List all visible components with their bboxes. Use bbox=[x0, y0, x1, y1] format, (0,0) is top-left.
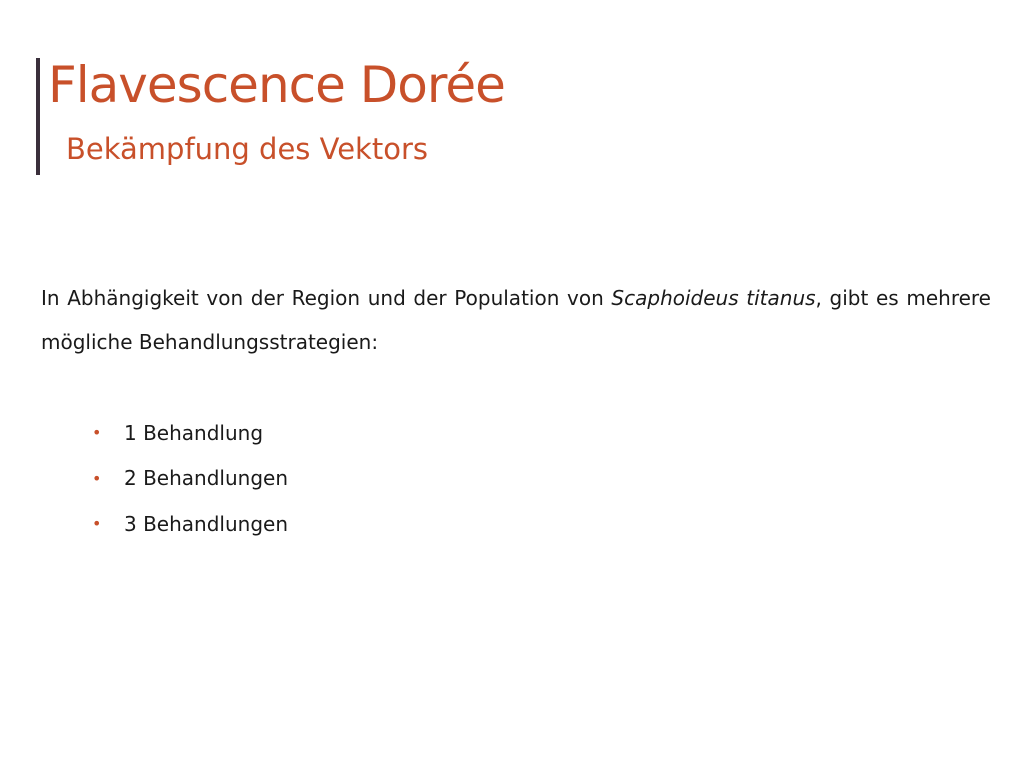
list-item bbox=[92, 410, 288, 456]
list-item bbox=[92, 456, 288, 502]
bullet-icon: • bbox=[92, 468, 102, 488]
bullet-icon: • bbox=[92, 423, 102, 443]
bullet-icon: • bbox=[92, 514, 102, 534]
treatment-list bbox=[92, 410, 288, 547]
species-name: Scaphoideus titanus bbox=[611, 286, 816, 310]
slide-subtitle: Bekämpfung des Vektors bbox=[66, 132, 428, 166]
intro-text-after: , gibt es mehrere mögliche Behandlungsstrategien: bbox=[41, 286, 991, 354]
list-item-label: 2 Behandlungen bbox=[124, 466, 288, 491]
intro-paragraph bbox=[41, 276, 991, 364]
title-accent-bar bbox=[36, 58, 40, 175]
list-item bbox=[92, 501, 288, 547]
intro-text-before: In Abhängigkeit von der Region und der Population von bbox=[41, 286, 612, 310]
list-item-label: 1 Behandlung bbox=[124, 420, 264, 445]
slide-title: Flavescence Dorée bbox=[48, 56, 505, 114]
list-item-label: 3 Behandlungen bbox=[124, 511, 288, 536]
